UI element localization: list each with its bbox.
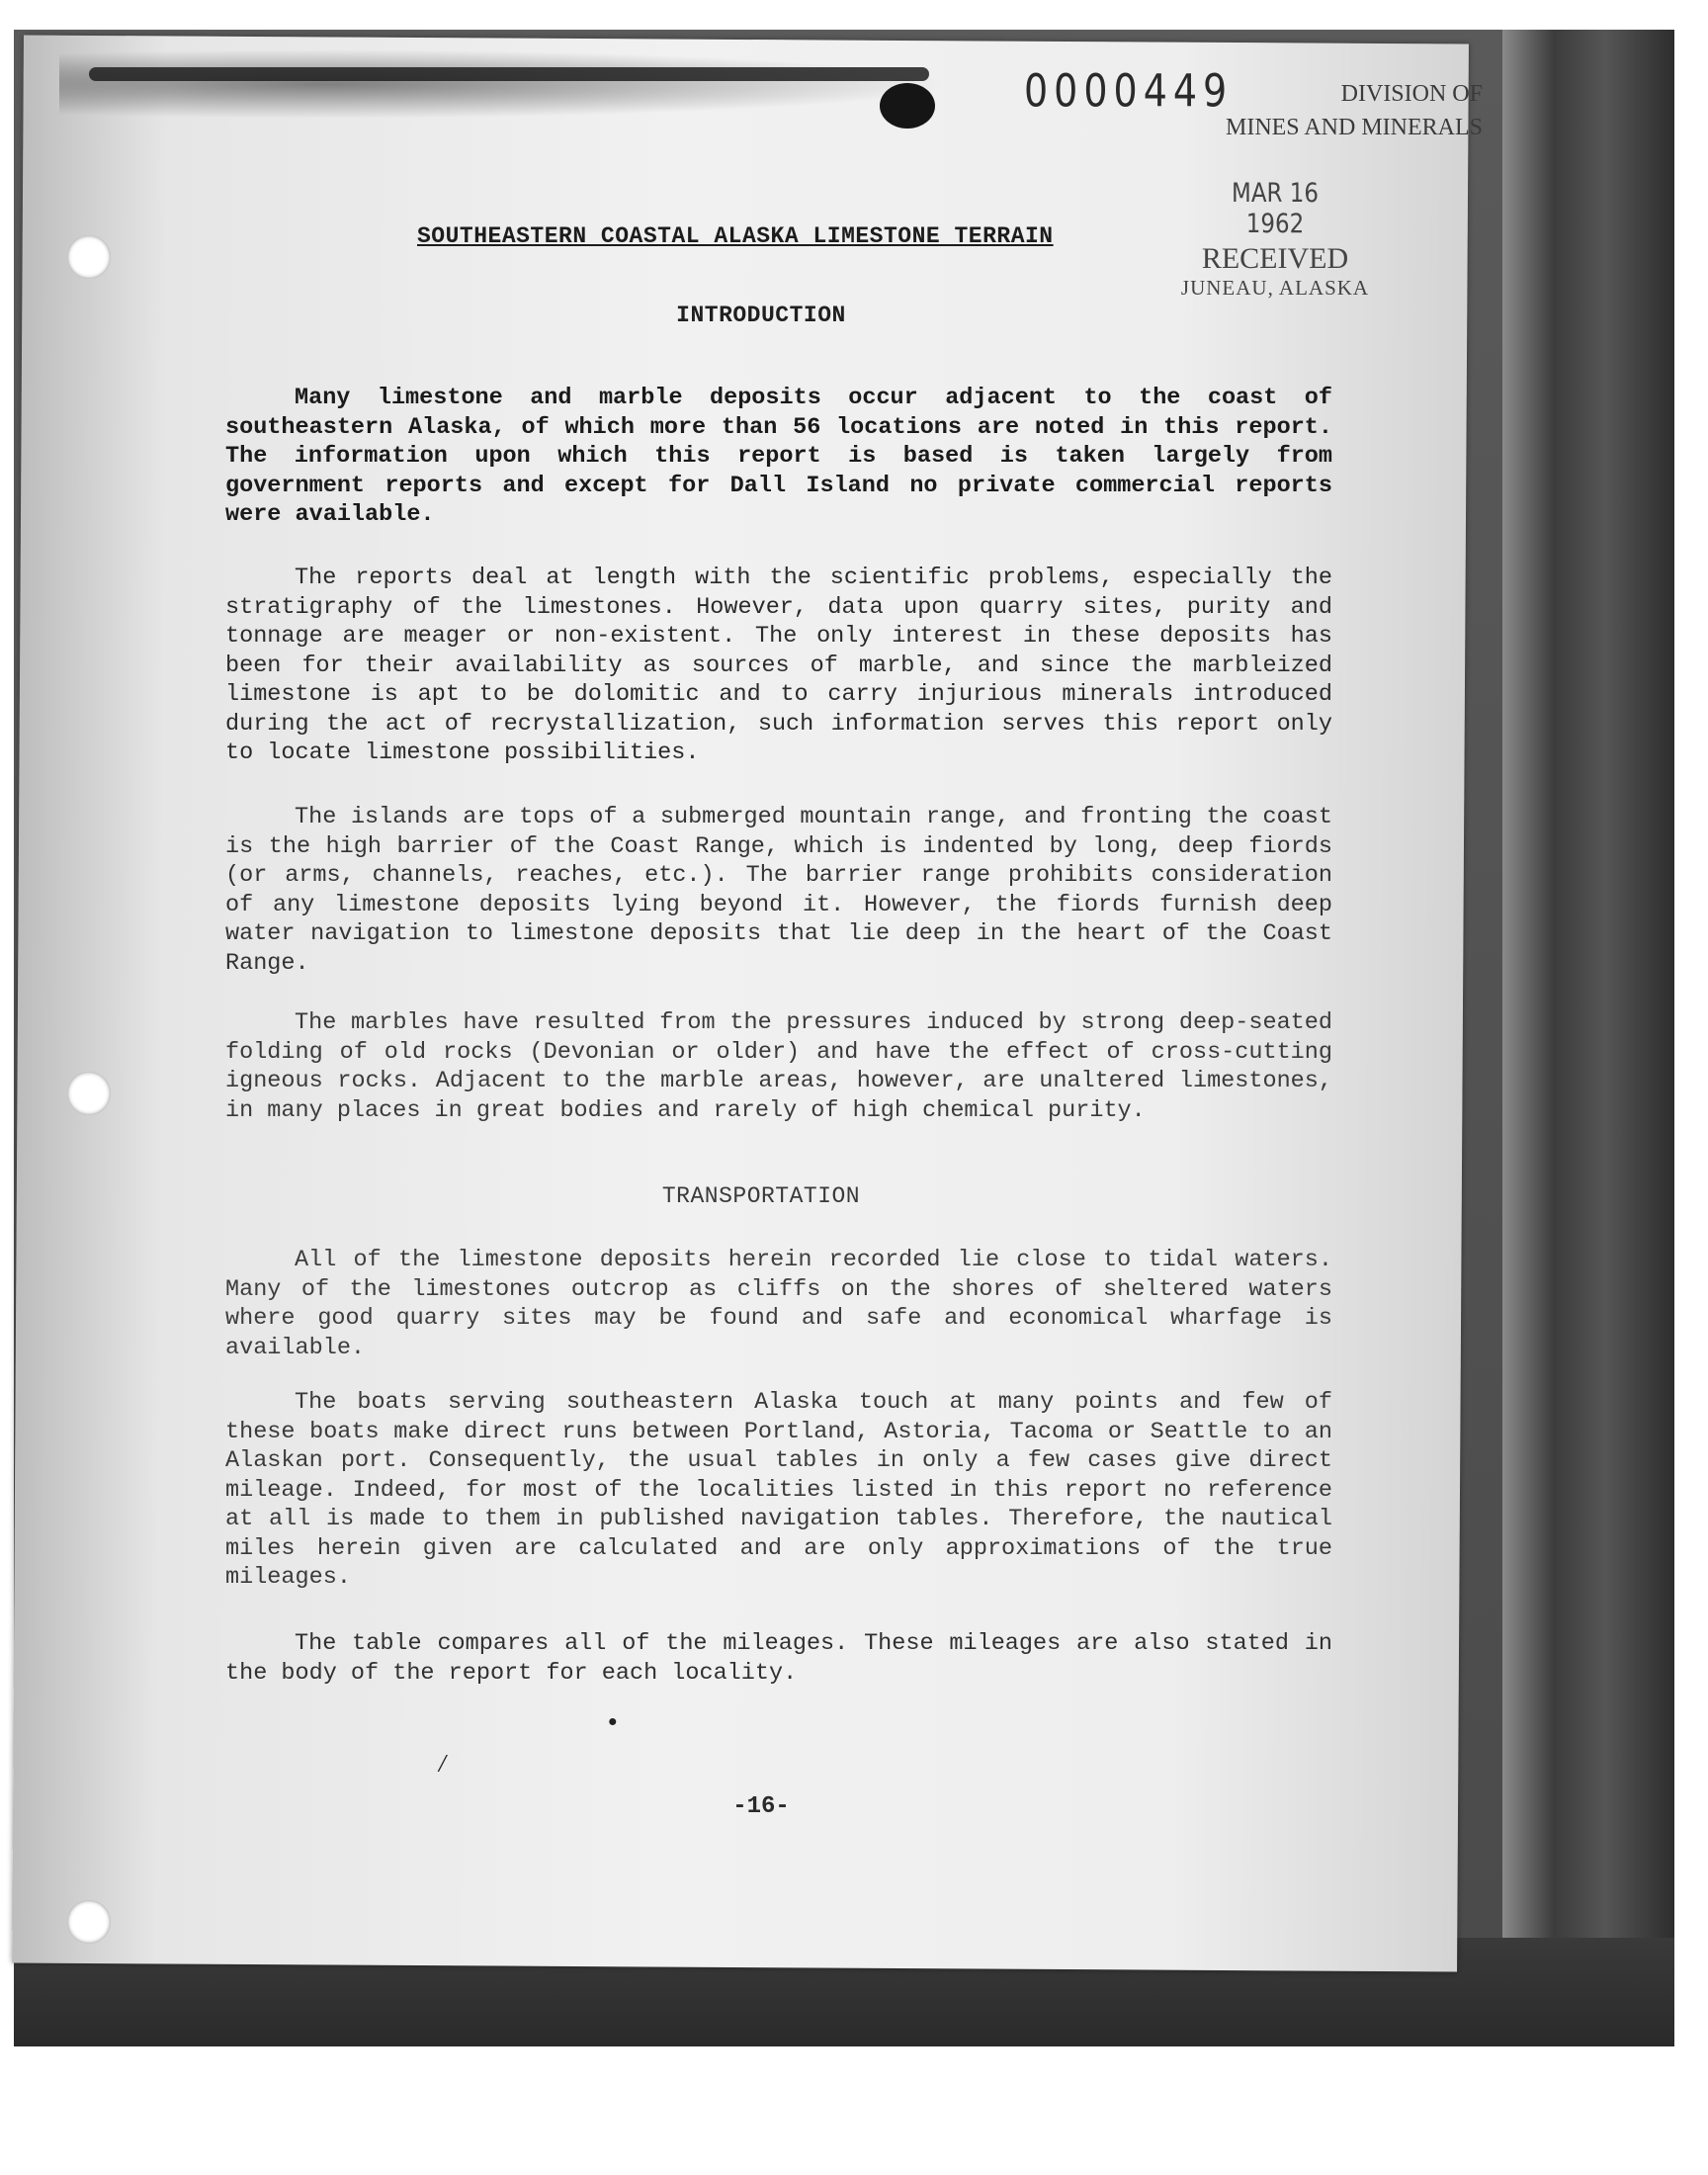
binder-edge bbox=[1502, 30, 1674, 2046]
division-stamp bbox=[1186, 77, 1483, 144]
division-line-1: DIVISION OF bbox=[1340, 81, 1483, 107]
stray-dot-mark: • bbox=[605, 1708, 621, 1738]
stray-pen-mark: ⁄ bbox=[435, 1750, 451, 1780]
section-heading-transportation: TRANSPORTATION bbox=[661, 1183, 861, 1209]
punch-hole-top bbox=[67, 235, 111, 279]
punch-hole-bottom bbox=[67, 1900, 111, 1944]
document-number-stamp: 0000449 bbox=[1024, 64, 1234, 118]
intro-paragraph-1: Many limestone and marble deposits occur adjacent to the coast of southeastern Alaska, of which more than 56 locations are noted in this report. The information upon which this report is based is taken largely from government reports and except for Dall Island no private commercial reports were available. bbox=[225, 385, 1332, 528]
transport-paragraph-3: The table compares all of the mileages. These mileages are also stated in the body of the report for each locality. bbox=[225, 1630, 1332, 1687]
received-location: JUNEAU, ALASKA bbox=[1180, 276, 1370, 300]
intro-paragraph-3: The islands are tops of a submerged mountain range, and fronting the coast is the high barrier of the Coast Range, which is indented by long, deep fiords (or arms, channels, reaches, etc.). The barrier range prohibits consideration of any limestone deposits lying beyond it. However, the fiords furnish deep water navigation to limestone deposits that lie deep in the heart of the Coast Range. bbox=[225, 804, 1332, 977]
ink-blob bbox=[880, 83, 935, 129]
division-line-2: MINES AND MINERALS bbox=[1225, 115, 1483, 140]
transport-paragraph-1: All of the limestone deposits herein recorded lie close to tidal waters. Many of the limestones outcrop as cliffs on the shores of sheltered waters where good quarry sites may be found and safe and economical wharfage is available. bbox=[225, 1247, 1332, 1361]
date-stamp: MAR 16 1962 bbox=[1232, 178, 1319, 239]
received-stamp bbox=[1156, 242, 1394, 301]
document-title: SOUTHEASTERN COASTAL ALASKA LIMESTONE TERRAIN bbox=[417, 223, 1054, 249]
punch-hole-middle bbox=[67, 1072, 111, 1115]
transport-paragraph-2: The boats serving southeastern Alaska touch at many points and few of these boats make direct runs between Portland, Astoria, Tacoma or Seattle to an Alaskan port. Consequently, the usual tables in only a few cases give direct mileage. Indeed, for most of the localities listed in this report no reference at all is made to them in published navigation tables. Therefore, the nautical miles herein given are calculated and are only approximations of the true mileages. bbox=[225, 1389, 1332, 1591]
ink-streak bbox=[89, 67, 929, 81]
intro-paragraph-4: The marbles have resulted from the pressures induced by strong deep-seated folding of old rocks (Devonian or older) and have the effect of cross-cutting igneous rocks. Adjacent to the marble areas, however, are unaltered limestones, in many places in great bodies and rarely of high chemical purity. bbox=[225, 1009, 1332, 1124]
page-number: -16- bbox=[732, 1793, 790, 1820]
section-heading-introduction: INTRODUCTION bbox=[676, 303, 846, 328]
top-smudge bbox=[59, 49, 949, 119]
received-label: RECEIVED bbox=[1201, 242, 1349, 275]
intro-paragraph-2: The reports deal at length with the scientific problems, especially the stratigraphy of the limestones. However, data upon quarry sites, purity and tonnage are meager or non-existent. The only interest in these deposits has been for their availability as sources of marble, and since the marbleized limestone is apt to be dolomitic and to carry injurious minerals introduced during the act of recrystallization, such information serves this report only to locate limestone possibilities. bbox=[225, 565, 1332, 766]
